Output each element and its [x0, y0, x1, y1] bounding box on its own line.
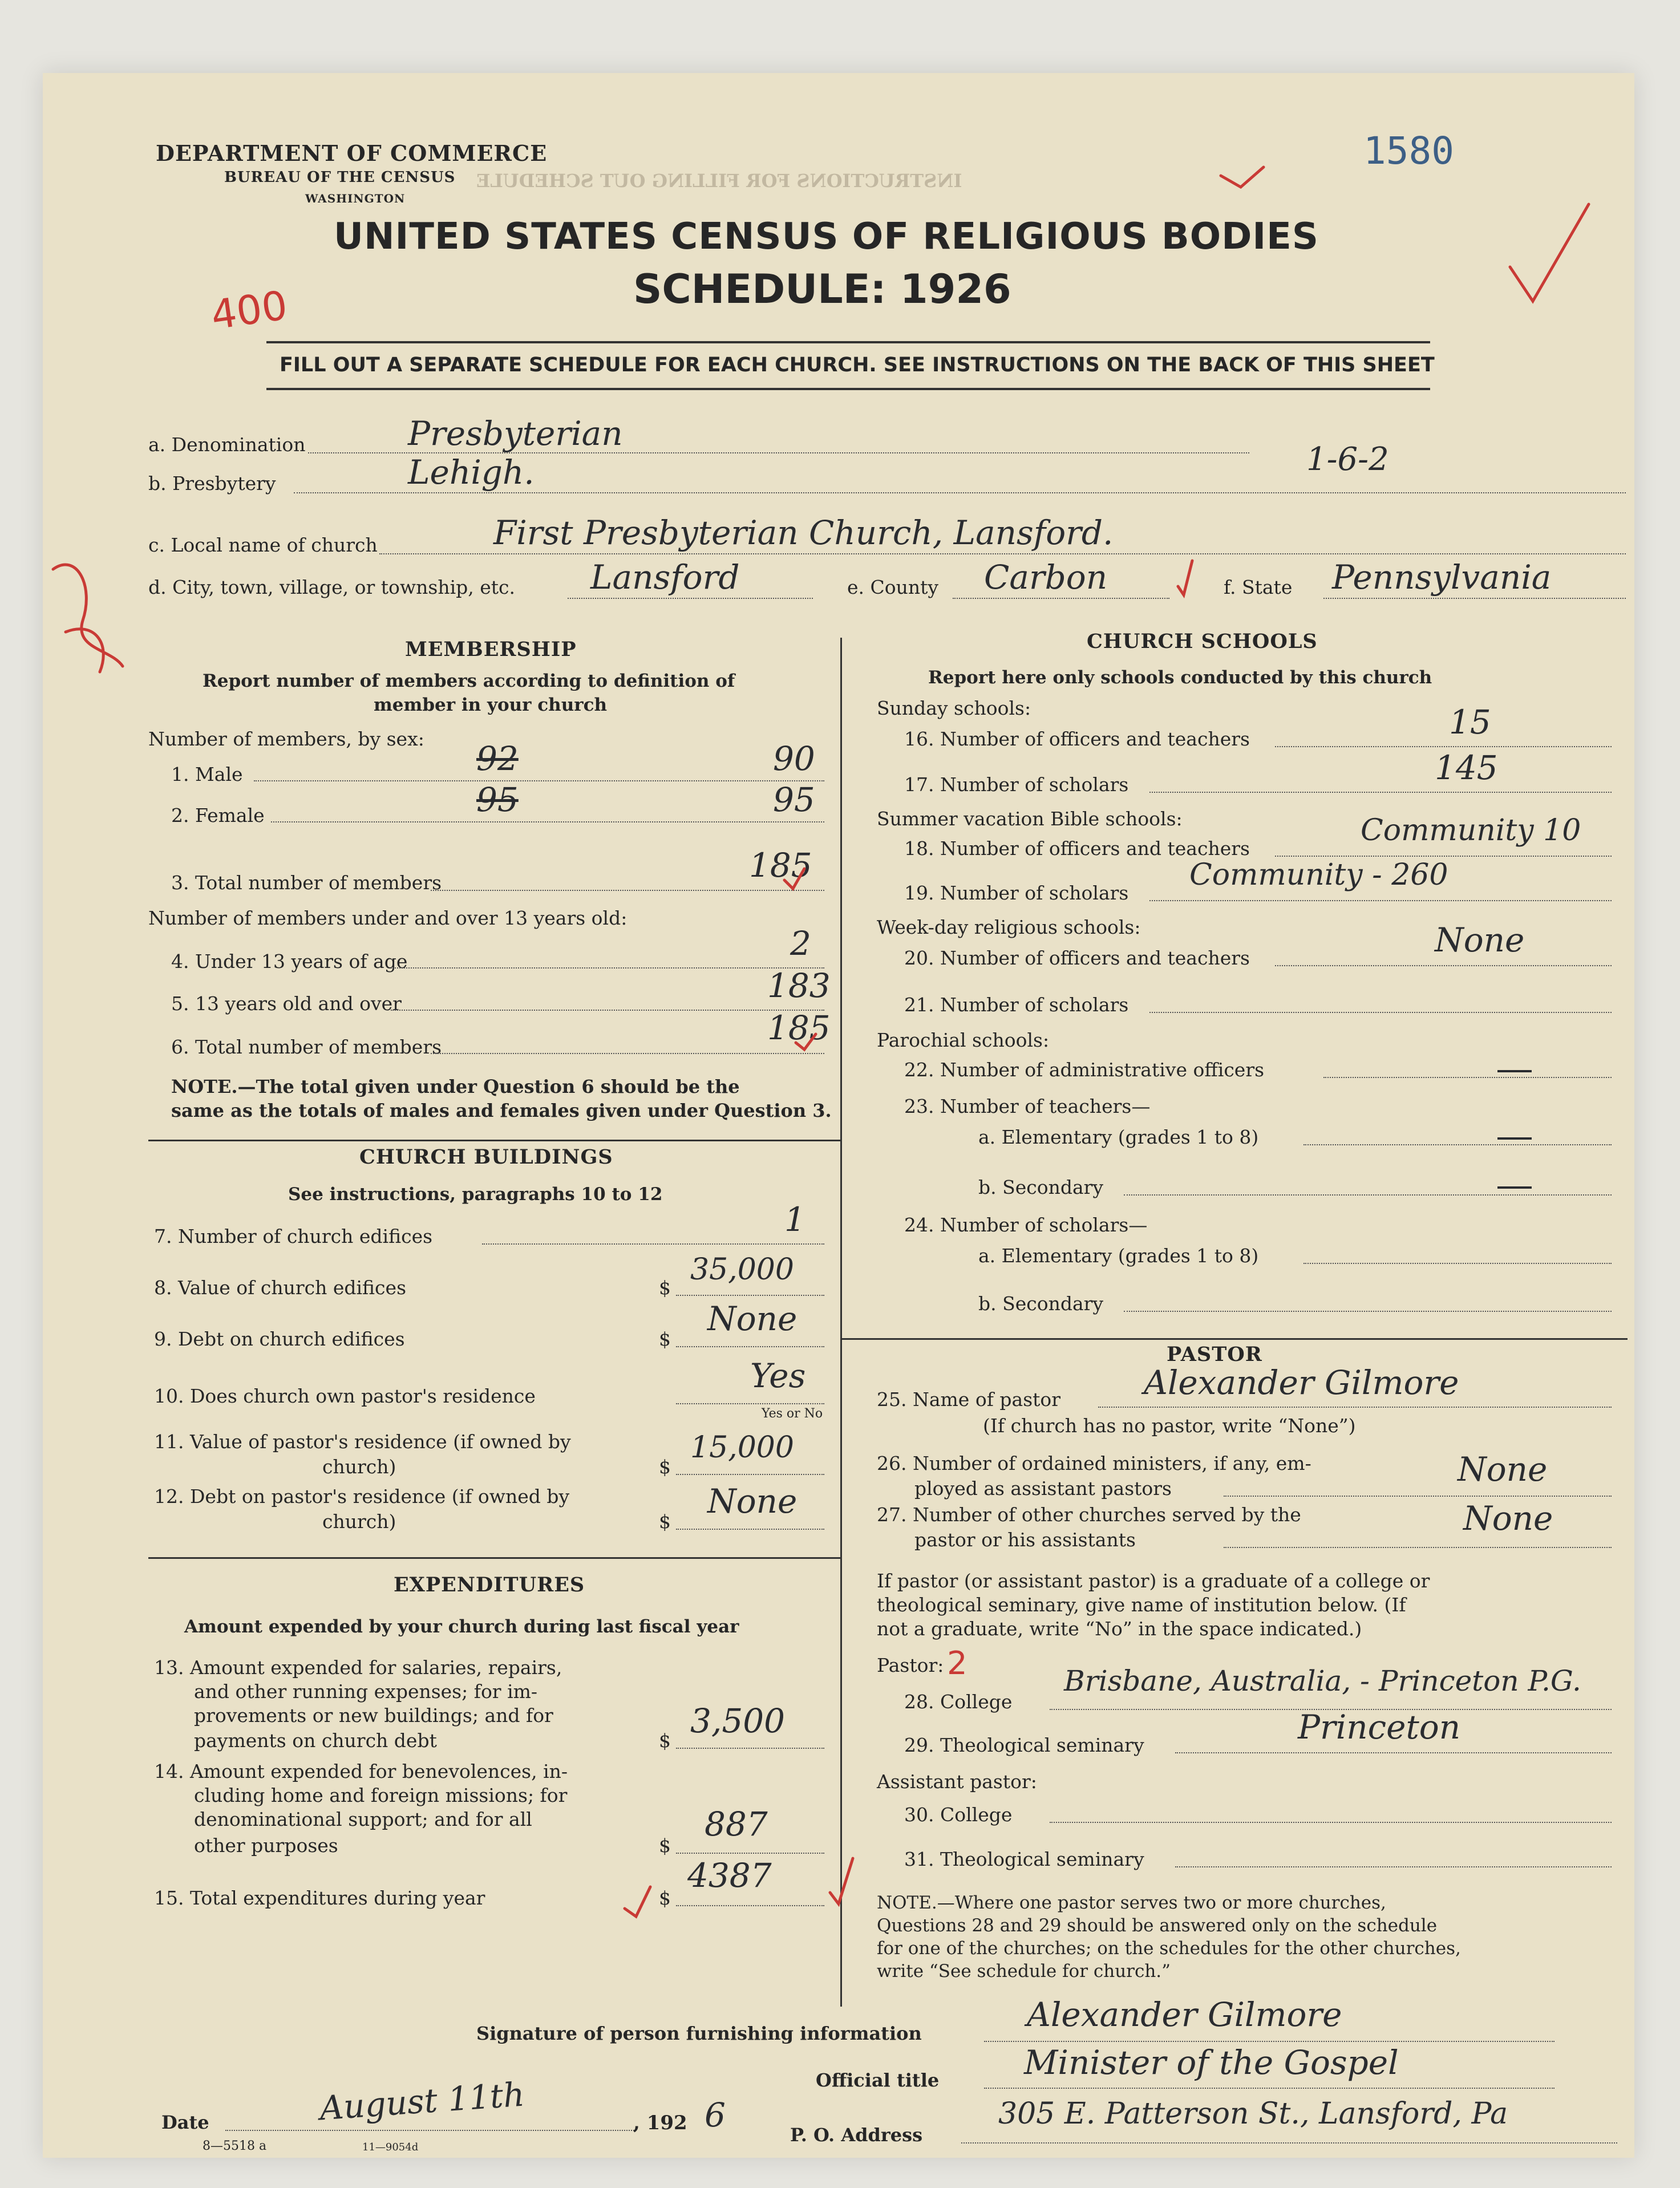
- red-margin-scrawl: [53, 565, 123, 672]
- state-label: f. State: [1224, 576, 1293, 598]
- q28-value: Brisbane, Australia, - Princeton P.G.: [1064, 1664, 1581, 1697]
- schools-heading: CHURCH SCHOOLS: [1087, 630, 1318, 653]
- presbytery-value: Lehigh.: [408, 453, 535, 492]
- q14-line-1: 14. Amount expended for benevolences, in-: [154, 1760, 568, 1782]
- q19-value: Community - 260: [1189, 858, 1448, 892]
- q14-value: 887: [705, 1805, 768, 1843]
- pastor-note-4: write “See schedule for church.”: [877, 1961, 1171, 1982]
- under13-label: 4. Under 13 years of age: [171, 950, 408, 973]
- q14-line-4: other purposes: [194, 1834, 338, 1857]
- year-digit: 6: [705, 2096, 726, 2134]
- red-tick-total6: [796, 1034, 816, 1050]
- q14-line-2: cluding home and foreign missions; for: [194, 1784, 568, 1806]
- red-check-county: [1178, 561, 1192, 595]
- local-name-value: First Presbyterian Church, Lansford.: [493, 513, 1114, 552]
- q11-value: 15,000: [690, 1431, 794, 1465]
- signature-label: Signature of person furnishing information: [476, 2023, 922, 2044]
- q8-label: 8. Value of church edifices: [154, 1277, 407, 1299]
- q17-value: 145: [1435, 748, 1498, 787]
- summer-schools-label: Summer vacation Bible schools:: [877, 808, 1183, 830]
- red-pencil-marks: [43, 73, 1634, 2158]
- q8-dollar: $: [659, 1277, 671, 1299]
- q25-label: 25. Name of pastor: [877, 1388, 1061, 1411]
- form-number: 8—5518 a: [203, 2139, 267, 2153]
- by-sex-label: Number of members, by sex:: [148, 728, 424, 750]
- q25-value: Alexander Gilmore: [1144, 1363, 1459, 1402]
- q9-value: None: [707, 1299, 798, 1338]
- city-label: d. City, town, village, or township, etc.: [148, 576, 516, 598]
- department-line: DEPARTMENT OF COMMERCE: [156, 140, 548, 166]
- q13-line-4: payments on church debt: [194, 1729, 437, 1752]
- county-value: Carbon: [984, 558, 1108, 597]
- q12-dollar: $: [659, 1510, 671, 1533]
- q18-value: Community 10: [1361, 813, 1581, 848]
- q23-label: 23. Number of teachers—: [904, 1095, 1151, 1117]
- over13-label: 5. 13 years old and over: [171, 992, 402, 1015]
- q21-label: 21. Number of scholars: [904, 994, 1129, 1016]
- bureau-line: BUREAU OF THE CENSUS: [224, 169, 456, 186]
- red-check-q15-left: [625, 1887, 650, 1916]
- grad-note-3: not a graduate, write “No” in the space indicated.): [877, 1618, 1362, 1640]
- membership-sub-1: Report number of members according to definition of: [203, 671, 735, 691]
- county-label: e. County: [847, 576, 939, 598]
- po-address-label: P. O. Address: [790, 2124, 923, 2146]
- year-prefix: , 192: [633, 2112, 687, 2134]
- bleed-through-heading: INSTRUCTIONS FOR FILLING OUT SCHEDULE: [476, 170, 962, 192]
- grad-note-1: If pastor (or assistant pastor) is a graduate of a college or: [877, 1570, 1430, 1592]
- sunday-schools-label: Sunday schools:: [877, 697, 1031, 719]
- date-value: August 11th: [318, 2074, 526, 2128]
- q12-value: None: [707, 1482, 798, 1521]
- total-members-label: 3. Total number of members: [171, 872, 442, 894]
- signature-value: Alexander Gilmore: [1027, 1995, 1342, 2034]
- membership-sub-2: member in your church: [374, 695, 608, 715]
- stamp-number: 1580: [1363, 129, 1454, 173]
- parochial-label: Parochial schools:: [877, 1029, 1050, 1051]
- q20-value: None: [1435, 921, 1525, 959]
- q29-value: Princeton: [1298, 1708, 1461, 1747]
- assistant-label: Assistant pastor:: [877, 1770, 1037, 1793]
- total6-value: 185: [767, 1008, 831, 1047]
- state-value: Pennsylvania: [1332, 558, 1552, 597]
- q13-line-3: provements or new buildings; and for: [194, 1704, 553, 1727]
- yes-no-hint: Yes or No: [762, 1407, 823, 1421]
- membership-note-2: same as the totals of males and females given under Question 3.: [171, 1100, 832, 1121]
- q17-label: 17. Number of scholars: [904, 773, 1129, 796]
- q28-label: 28. College: [904, 1691, 1013, 1713]
- buildings-sub: See instructions, paragraphs 10 to 12: [288, 1184, 663, 1205]
- q22-label: 22. Number of administrative officers: [904, 1059, 1265, 1081]
- q13-line-1: 13. Amount expended for salaries, repairs,: [154, 1656, 562, 1679]
- q15-label: 15. Total expenditures during year: [154, 1887, 485, 1909]
- q13-dollar: $: [659, 1729, 671, 1752]
- q11-label-2: church): [322, 1456, 396, 1478]
- official-title-label: Official title: [816, 2069, 940, 2091]
- weekday-schools-label: Week-day religious schools:: [877, 916, 1141, 938]
- expenditures-heading: EXPENDITURES: [394, 1573, 585, 1597]
- margin-note-red: 400: [208, 282, 290, 339]
- q26-label-2: ployed as assistant pastors: [914, 1477, 1172, 1500]
- q26-value: None: [1458, 1450, 1548, 1489]
- form-title: UNITED STATES CENSUS OF RELIGIOUS BODIES: [334, 216, 1319, 258]
- grad-note-2: theological seminary, give name of institution below. (If: [877, 1594, 1406, 1616]
- q27-label-2: pastor or his assistants: [914, 1529, 1136, 1551]
- q7-label: 7. Number of church edifices: [154, 1225, 433, 1247]
- po-address-value: 305 E. Patterson St., Lansford, Pa: [998, 2097, 1508, 2131]
- q13-value: 3,500: [690, 1701, 786, 1740]
- q24b-label: b. Secondary: [978, 1292, 1104, 1315]
- q31-label: 31. Theological seminary: [904, 1848, 1144, 1870]
- female-value: 95: [773, 780, 815, 819]
- female-label: 2. Female: [171, 804, 265, 826]
- red-tick-total: [784, 869, 804, 889]
- q9-label: 9. Debt on church edifices: [154, 1328, 405, 1350]
- total-members-value: 185: [749, 846, 812, 885]
- q23b-label: b. Secondary: [978, 1176, 1104, 1198]
- denomination-code: 1-6-2: [1306, 441, 1389, 478]
- total6-label: 6. Total number of members: [171, 1036, 442, 1058]
- q19-label: 19. Number of scholars: [904, 882, 1129, 904]
- q15-dollar: $: [659, 1887, 671, 1909]
- q14-dollar: $: [659, 1834, 671, 1857]
- buildings-heading: CHURCH BUILDINGS: [359, 1145, 613, 1169]
- q7-value: 1: [784, 1200, 805, 1239]
- pastor-grad-label: Pastor:: [877, 1654, 944, 1676]
- pastor-note-3: for one of the churches; on the schedules for the other churches,: [877, 1938, 1461, 1959]
- q20-label: 20. Number of officers and teachers: [904, 947, 1250, 969]
- official-title-value: Minister of the Gospel: [1024, 2043, 1399, 2082]
- q27-value: None: [1463, 1499, 1553, 1538]
- presbytery-label: b. Presbytery: [148, 472, 276, 495]
- q12-label-1: 12. Debt on pastor's residence (if owned by: [154, 1485, 570, 1508]
- schedule-year: SCHEDULE: 1926: [633, 266, 1011, 313]
- pastor-note-2: Questions 28 and 29 should be answered only on the schedule: [877, 1915, 1438, 1936]
- membership-heading: MEMBERSHIP: [405, 638, 577, 661]
- instruction-band: FILL OUT A SEPARATE SCHEDULE FOR EACH CHURCH. SEE INSTRUCTIONS ON THE BACK OF THIS SHEET: [280, 354, 1435, 376]
- q11-dollar: $: [659, 1456, 671, 1478]
- q15-value: 4387: [687, 1856, 772, 1895]
- q24a-label: a. Elementary (grades 1 to 8): [978, 1245, 1259, 1267]
- q23a-label: a. Elementary (grades 1 to 8): [978, 1126, 1259, 1148]
- city-value: Lansford: [590, 558, 740, 597]
- membership-note-1: NOTE.—The total given under Question 6 should be the: [171, 1076, 740, 1097]
- age-intro: Number of members under and over 13 years old:: [148, 907, 628, 929]
- q16-label: 16. Number of officers and teachers: [904, 728, 1250, 750]
- red-check-corner: [1221, 167, 1264, 187]
- q16-value: 15: [1449, 703, 1491, 742]
- q10-value: Yes: [750, 1356, 806, 1395]
- male-struck: 92: [476, 739, 519, 778]
- q25-note: (If church has no pastor, write “None”): [983, 1415, 1356, 1437]
- q27-label-1: 27. Number of other churches served by the: [877, 1504, 1301, 1526]
- female-struck: 95: [476, 780, 519, 819]
- local-name-label: c. Local name of church: [148, 534, 378, 556]
- city-line: WASHINGTON: [305, 192, 406, 205]
- q8-value: 35,000: [690, 1253, 794, 1287]
- denomination-label: a. Denomination: [148, 433, 306, 456]
- male-value: 90: [773, 739, 815, 778]
- schools-sub: Report here only schools conducted by this church: [928, 667, 1432, 688]
- pastor-red-mark: 2: [947, 1645, 967, 1682]
- date-label: Date: [161, 2112, 209, 2133]
- q9-dollar: $: [659, 1328, 671, 1350]
- q29-label: 29. Theological seminary: [904, 1734, 1144, 1756]
- census-schedule-sheet: [43, 73, 1634, 2158]
- pastor-note-1: NOTE.—Where one pastor serves two or more churches,: [877, 1893, 1386, 1913]
- red-check-q15-right: [830, 1858, 853, 1904]
- pastor-heading: PASTOR: [1167, 1343, 1262, 1366]
- print-number: 11—9054d: [362, 2141, 419, 2153]
- over13-value: 183: [767, 966, 831, 1005]
- expenditures-sub: Amount expended by your church during last fiscal year: [184, 1616, 739, 1637]
- q10-label: 10. Does church own pastor's residence: [154, 1385, 536, 1407]
- q30-label: 30. College: [904, 1804, 1013, 1826]
- q13-line-2: and other running expenses; for im-: [194, 1680, 538, 1703]
- q24-label: 24. Number of scholars—: [904, 1214, 1148, 1236]
- red-check-top-right: [1510, 204, 1589, 301]
- q12-label-2: church): [322, 1510, 396, 1533]
- under13-value: 2: [790, 924, 811, 963]
- male-label: 1. Male: [171, 763, 243, 785]
- q14-line-3: denominational support; and for all: [194, 1808, 532, 1830]
- q26-label-1: 26. Number of ordained ministers, if any, em-: [877, 1452, 1311, 1474]
- denomination-value: Presbyterian: [408, 414, 623, 453]
- q11-label-1: 11. Value of pastor's residence (if owned by: [154, 1431, 571, 1453]
- q18-label: 18. Number of officers and teachers: [904, 837, 1250, 860]
